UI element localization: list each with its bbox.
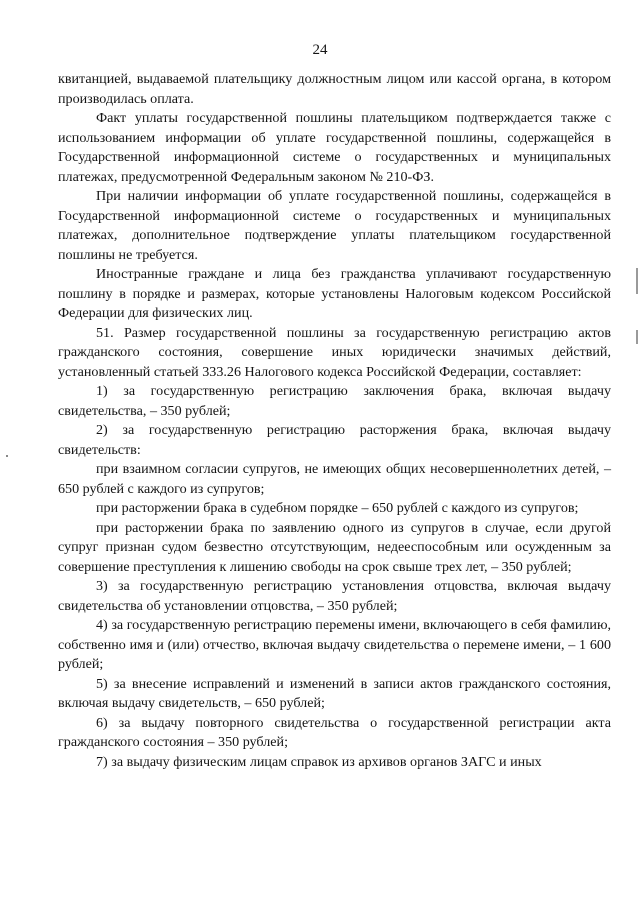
page-number: 24 (312, 42, 328, 58)
list-item: 4) за государственную регистрацию перемены имени, включающего в себя фамилию, собственно имя и (или) отчество, включая выдачу свидетельства о перемене имени, – 1 600 рублей; (58, 617, 611, 672)
scan-edge-mark (636, 330, 638, 344)
document-body (58, 70, 611, 772)
paragraph: Иностранные граждане и лица без гражданства уплачивают государственную пошлину в порядке и размерах, которые установлены Налоговым кодексом Российской Федерации для физических лиц. (58, 266, 611, 321)
sub-item: при взаимном согласии супругов, не имеющих общих несовершеннолетних детей, – 650 рублей с каждого из супругов; (58, 461, 611, 497)
list-item: 2) за государственную регистрацию расторжения брака, включая выдачу свидетельств: (58, 422, 611, 458)
paragraph: 51. Размер государственной пошлины за государственную регистрацию актов гражданского состояния, совершение иных юридически значимых действий, установленный статьей 333.26 Налогового кодекса Российской Федерации, составляет: (58, 324, 611, 380)
list-item: 6) за выдачу повторного свидетельства о государственной регистрации акта гражданского состояния – 350 рублей; (58, 714, 611, 750)
list-item: 1) за государственную регистрацию заключения брака, включая выдачу свидетельства, – 350 рублей; (58, 383, 611, 419)
list-item: 5) за внесение исправлений и изменений в записи актов гражданского состояния, включая выдачу свидетельств, – 650 рублей; (58, 675, 611, 711)
paragraph: При наличии информации об уплате государственной пошлины, содержащейся в Государственной информационной системе о государственных и муниципальных платежах, дополнительное подтверждение уплаты плательщиком государственной пошлины не требуется. (58, 188, 611, 263)
scan-edge-mark (636, 268, 638, 294)
list-item: 7) за выдачу физическим лицам справок из архивов органов ЗАГС и иных (96, 753, 542, 770)
paragraph: квитанцией, выдаваемой плательщику должностным лицом или кассой органа, в котором производилась оплата. (58, 71, 611, 107)
scan-speck (6, 455, 8, 457)
list-item: 3) за государственную регистрацию установления отцовства, включая выдачу свидетельства об установлении отцовства, – 350 рублей; (58, 578, 611, 614)
sub-item: при расторжении брака по заявлению одного из супругов в случае, если другой супруг признан судом безвестно отсутствующим, недееспособным или осужденным за совершение преступления к лишению свободы на срок свыше трех лет, – 350 рублей; (58, 519, 611, 575)
sub-item: при расторжении брака в судебном порядке – 650 рублей с каждого из супругов; (96, 500, 579, 516)
paragraph: Факт уплаты государственной пошлины плательщиком подтверждается также с использованием информации об уплате государственной пошлины, содержащейся в Государственной информационной системе о государственных и муниципальных платежах, предусмотренной Федеральным законом № 210-ФЗ. (58, 110, 611, 185)
